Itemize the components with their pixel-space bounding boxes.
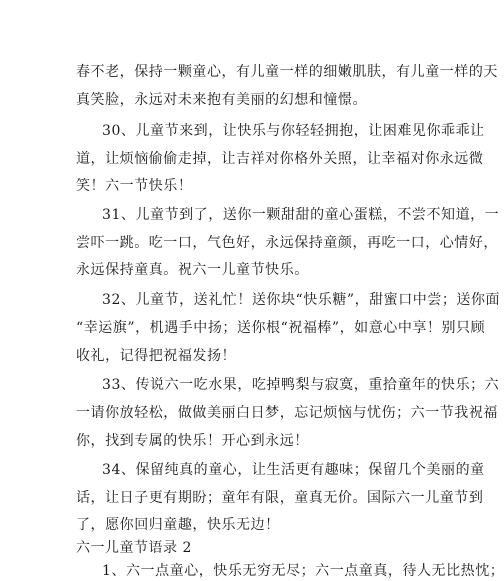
paragraph-line: 收礼，记得把祝福发扬！ [76,348,237,364]
paragraph-line: 真笑脸，永远对未来抱有美丽的幻想和憧憬。 [76,92,367,108]
paragraph-line: 了，愿你回归童趣，快乐无边！ [76,517,280,533]
paragraph-line: 31、儿童节到了，送你一颗甜甜的童心蛋糕，不尝不知道，一 [102,207,500,223]
paragraph-line: 尝吓一跳。吃一口，气色好，永远保持童颜，再吃一口，心情好， [76,235,498,251]
paragraph-line: 话，让日子更有期盼；童年有限，童真无价。国际六一儿童节到 [76,490,484,506]
paragraph-line: 34、保留纯真的童心，让生活更有趣味；保留几个美丽的童 [102,462,485,478]
paragraph-line: 你，找到专属的快乐！开心到永远！ [76,433,309,449]
paragraph-line: 32、儿童节，送礼忙！送你块“快乐糖”，甜蜜口中尝；送你面 [102,292,501,308]
paragraph-line: 永远保持童真。祝六一儿童节快乐。 [76,262,309,278]
paragraph-line: “幸运旗”，机遇手中扬；送你根“祝福棒”，如意心中享！别只顾 [76,320,486,336]
paragraph-line: 道，让烦恼偷偷走掉，让吉祥对你格外关照，让幸福对你永远微 [76,151,484,167]
paragraph-line: 1、六一点童心，快乐无穷无尽；六一点童真，待人无比热忱； [102,563,504,579]
paragraph-line: 春不老，保持一颗童心，有儿童一样的细嫩肌肤，有儿童一样的天 [76,64,498,80]
paragraph-line: 笑！六一节快乐！ [76,178,193,194]
section-heading: 六一儿童节语录 2 [76,540,192,556]
paragraph-line: 一请你放轻松，做做美丽白日梦，忘记烦恼与忧伤；六一节我祝福 [76,405,498,421]
paragraph-line: 30、儿童节来到，让快乐与你轻轻拥抱，让困难见你乖乖让 [102,123,485,139]
paragraph-line: 33、传说六一吃水果，吃掉鸭梨与寂寞，重拾童年的快乐；六 [102,377,500,393]
